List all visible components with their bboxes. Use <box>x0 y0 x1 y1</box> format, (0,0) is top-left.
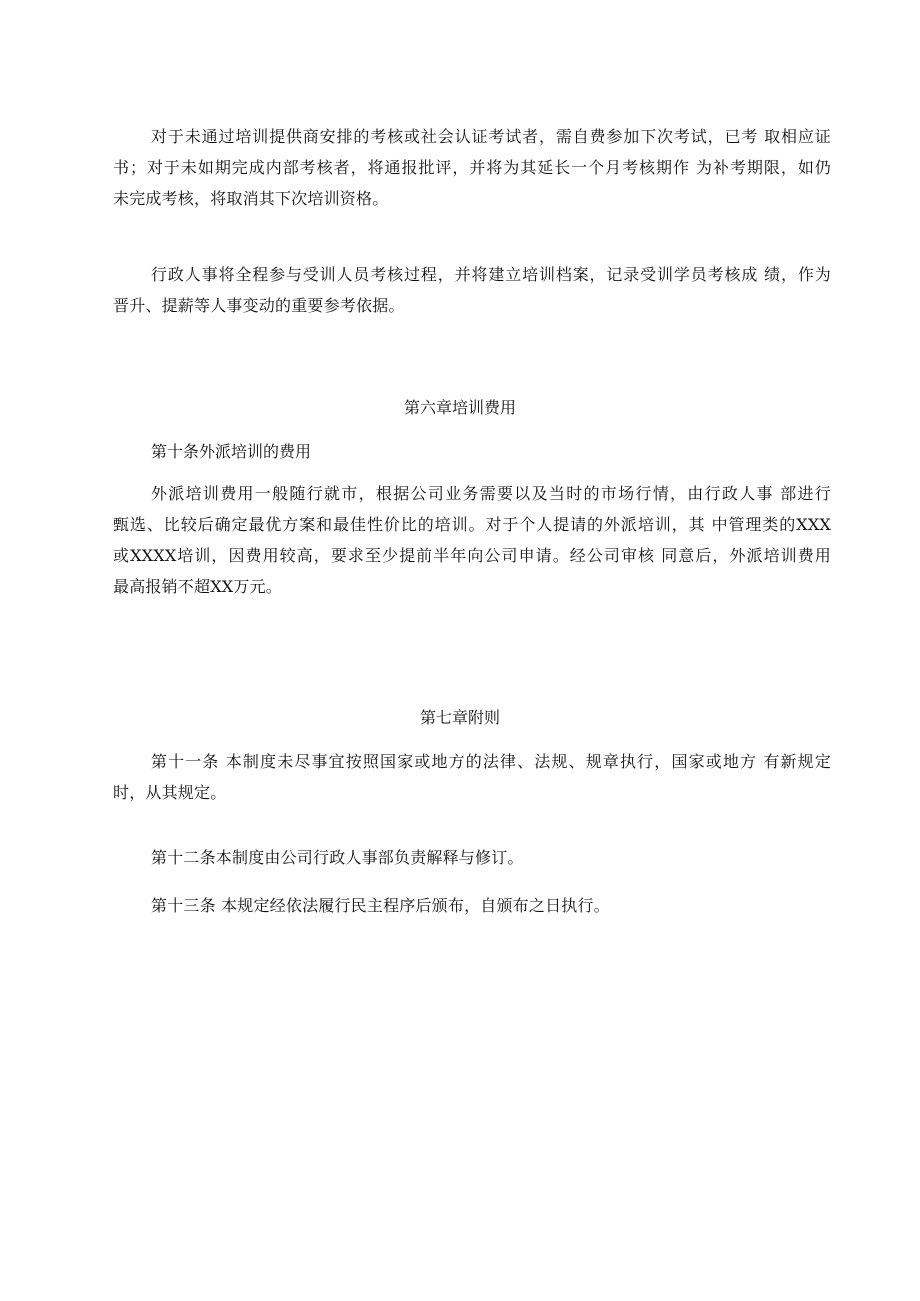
article-12 <box>113 842 831 873</box>
chapter-6-title: 第六章培训费用 <box>403 398 516 417</box>
text-line: 晋升、提薪等人事变动的重要参考依据。 <box>113 296 405 315</box>
text-line: 或XXXX培训，因费用较高，要求至少提前半年向公司申请。经公司审核 同意后，外派培训费用 <box>113 546 831 565</box>
text-line: 甄选、比较后确定最优方案和最佳性价比的培训。对于个人提请的外派培训，其 中管理类的XXX <box>113 515 831 534</box>
article-13 <box>113 890 831 921</box>
text-line: 未完成考核，将取消其下次培训资格。 <box>113 189 389 208</box>
paragraph-external-training-cost <box>113 478 831 602</box>
text-line: 第十二条本制度由公司行政人事部负责解释与修订。 <box>151 848 524 867</box>
text-line: 行政人事将全程参与受训人员考核过程，并将建立培训档案，记录受训学员考核成 绩，作为 <box>151 265 831 284</box>
text-line: 外派培训费用一般随行就市，根据公司业务需要以及当时的市场行情，由行政人事 部进行 <box>151 484 831 503</box>
paragraph-training-records <box>113 259 831 321</box>
text-line: 对于未通过培训提供商安排的考核或社会认证考试者，需自费参加下次考试，已考 取相应证 <box>151 127 831 146</box>
text-line: 第十三条 本规定经依法履行民主程序后颁布，自颁布之日执行。 <box>151 896 610 915</box>
article-10-title: 第十条外派培训的费用 <box>151 442 312 461</box>
text-line: 第十一条 本制度未尽事宜按照国家或地方的法律、法规、规章执行，国家或地方 有新规定 <box>151 752 831 771</box>
chapter-7-title: 第七章附则 <box>419 708 500 727</box>
text-line: 最高报销不超XX万元。 <box>113 577 282 596</box>
text-line: 书；对于未如期完成内部考核者，将通报批评，并将为其延长一个月考核期作 为补考期限，如仍 <box>113 158 831 177</box>
text-line: 时，从其规定。 <box>113 783 227 802</box>
paragraph-exam-failure <box>113 121 831 214</box>
article-11 <box>113 746 831 808</box>
